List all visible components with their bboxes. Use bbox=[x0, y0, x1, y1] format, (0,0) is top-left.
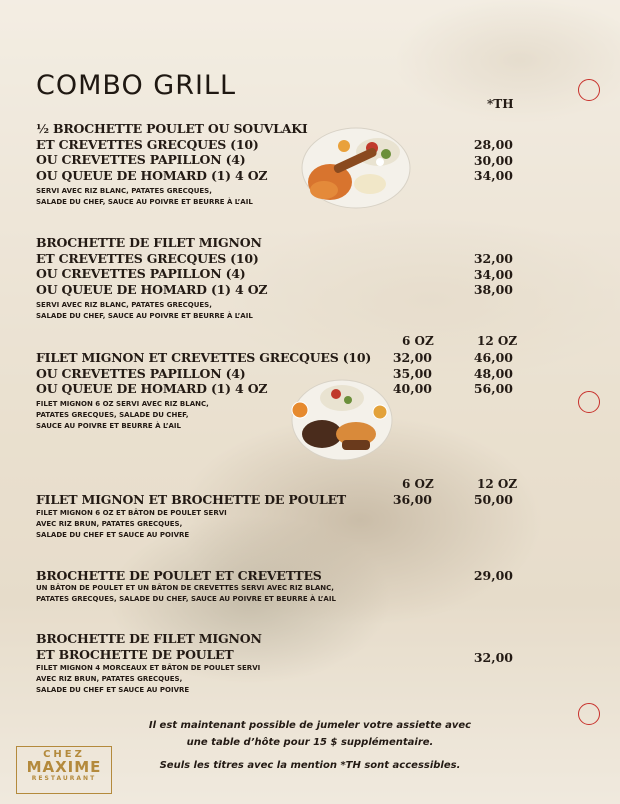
name-line: FILET MIGNON ET CREVETTES GRECQUES (10) bbox=[36, 350, 372, 365]
logo-line: CHEZ bbox=[43, 749, 85, 760]
desc-line: AVEC RIZ BRUN, PATATES GRECQUES, bbox=[36, 675, 183, 683]
price: 28,00 bbox=[473, 137, 513, 152]
menu-item-2-prices bbox=[453, 251, 513, 298]
menu-item-2-description bbox=[36, 300, 253, 322]
desc-line: SAUCE AU POIVRE ET BEURRE À L’AIL bbox=[36, 422, 181, 430]
menu-item-3-prices-12oz bbox=[453, 350, 513, 397]
price: 46,00 bbox=[473, 350, 513, 365]
name-line: OU QUEUE DE HOMARD (1) 4 OZ bbox=[36, 281, 268, 297]
menu-item-4-description bbox=[36, 508, 227, 541]
desc-line: SALADE DU CHEF ET SAUCE AU POIVRE bbox=[36, 531, 190, 539]
desc-line: SERVI AVEC RIZ BLANC, PATATES GRECQUES, bbox=[36, 301, 212, 309]
logo-line: RESTAURANT bbox=[31, 775, 97, 782]
menu-item-1-name bbox=[36, 121, 308, 183]
menu-item-4-price-12oz: 50,00 bbox=[473, 492, 513, 507]
note-line: Il est maintenant possible de jumeler votre assiette avec bbox=[148, 720, 472, 731]
price: 48,00 bbox=[473, 365, 513, 381]
price: 34,00 bbox=[473, 266, 513, 282]
desc-line: UN BÂTON DE POULET ET UN BÂTON DE CREVETTES SERVI AVEC RIZ BLANC, bbox=[36, 584, 334, 592]
restaurant-logo bbox=[16, 746, 112, 794]
desc-line: PATATES GRECQUES, SALADE DU CHEF, bbox=[36, 411, 189, 419]
name-line: ET BROCHETTE DE POULET bbox=[36, 646, 234, 662]
desc-line: SALADE DU CHEF ET SAUCE AU POIVRE bbox=[36, 686, 190, 694]
price: 30,00 bbox=[473, 152, 513, 168]
menu-item-6-price: 32,00 bbox=[473, 650, 513, 665]
name-line: OU CREVETTES PAPILLON (4) bbox=[36, 152, 246, 167]
menu-item-3-description bbox=[36, 399, 209, 432]
price: 40,00 bbox=[392, 381, 432, 396]
ring-ornament-icon bbox=[578, 79, 600, 101]
price: 38,00 bbox=[473, 282, 513, 297]
name-line: OU CREVETTES PAPILLON (4) bbox=[36, 266, 246, 281]
page-title: COMBO GRILL bbox=[36, 70, 237, 101]
name-line: ET CREVETTES GRECQUES (10) bbox=[36, 136, 259, 152]
name-line: BROCHETTE DE FILET MIGNON bbox=[36, 235, 262, 250]
menu-item-1-description bbox=[36, 186, 253, 208]
size-label-12oz: 12 OZ bbox=[477, 477, 518, 491]
desc-line: AVEC RIZ BRUN, PATATES GRECQUES, bbox=[36, 520, 183, 528]
menu-item-2-name bbox=[36, 235, 267, 297]
menu-item-6-name bbox=[36, 631, 262, 662]
combo-plate-image-1 bbox=[300, 122, 412, 212]
desc-line: SALADE DU CHEF, SAUCE AU POIVRE ET BEURRE À L’AIL bbox=[36, 312, 253, 320]
name-line: BROCHETTE DE POULET ET CREVETTES bbox=[36, 568, 322, 583]
desc-line: SERVI AVEC RIZ BLANC, PATATES GRECQUES, bbox=[36, 187, 212, 195]
desc-line: FILET MIGNON 6 OZ ET BÂTON DE POULET SERVI bbox=[36, 509, 227, 517]
price: 32,00 bbox=[473, 251, 513, 266]
menu-item-1-prices bbox=[453, 137, 513, 184]
name-line: ET CREVETTES GRECQUES (10) bbox=[36, 250, 259, 266]
name-line: FILET MIGNON ET BROCHETTE DE POULET bbox=[36, 492, 347, 507]
th-column-label: *TH bbox=[487, 97, 514, 111]
menu-item-4-name bbox=[36, 492, 346, 508]
menu-item-3-prices-6oz bbox=[372, 350, 432, 397]
name-line: BROCHETTE DE FILET MIGNON bbox=[36, 631, 262, 646]
menu-item-3-name bbox=[36, 350, 371, 397]
name-line: ½ BROCHETTE POULET OU SOUVLAKI bbox=[36, 121, 308, 136]
menu-item-5-price: 29,00 bbox=[473, 568, 513, 583]
desc-line: PATATES GRECQUES, SALADE DU CHEF, SAUCE AU POIVRE ET BEURRE À L’AIL bbox=[36, 595, 336, 603]
ring-ornament-icon bbox=[578, 391, 600, 413]
price: 32,00 bbox=[392, 350, 432, 365]
logo-line: MAXIME bbox=[26, 758, 102, 776]
menu-item-4-price-6oz: 36,00 bbox=[392, 492, 432, 507]
note-line: une table d’hôte pour 15 $ supplémentaire. bbox=[186, 737, 434, 748]
size-label-6oz: 6 OZ bbox=[402, 477, 434, 491]
desc-line: FILET MIGNON 4 MORCEAUX ET BÂTON DE POULET SERVI bbox=[36, 664, 261, 672]
price: 34,00 bbox=[473, 168, 513, 183]
size-label-12oz: 12 OZ bbox=[477, 334, 518, 348]
name-line: OU QUEUE DE HOMARD (1) 4 OZ bbox=[36, 381, 268, 396]
menu-item-5-name bbox=[36, 568, 322, 584]
desc-line: FILET MIGNON 6 OZ SERVI AVEC RIZ BLANC, bbox=[36, 400, 209, 408]
desc-line: SALADE DU CHEF, SAUCE AU POIVRE ET BEURRE À L’AIL bbox=[36, 198, 253, 206]
name-line: OU QUEUE DE HOMARD (1) 4 OZ bbox=[36, 167, 268, 183]
name-line: OU CREVETTES PAPILLON (4) bbox=[36, 365, 246, 381]
th-note: Seuls les titres avec la mention *TH sont accessibles. bbox=[159, 760, 461, 771]
price: 35,00 bbox=[392, 365, 432, 381]
size-label-6oz: 6 OZ bbox=[402, 334, 434, 348]
price: 56,00 bbox=[473, 381, 513, 396]
menu-item-6-description bbox=[36, 663, 260, 696]
menu-item-5-description bbox=[36, 583, 336, 605]
